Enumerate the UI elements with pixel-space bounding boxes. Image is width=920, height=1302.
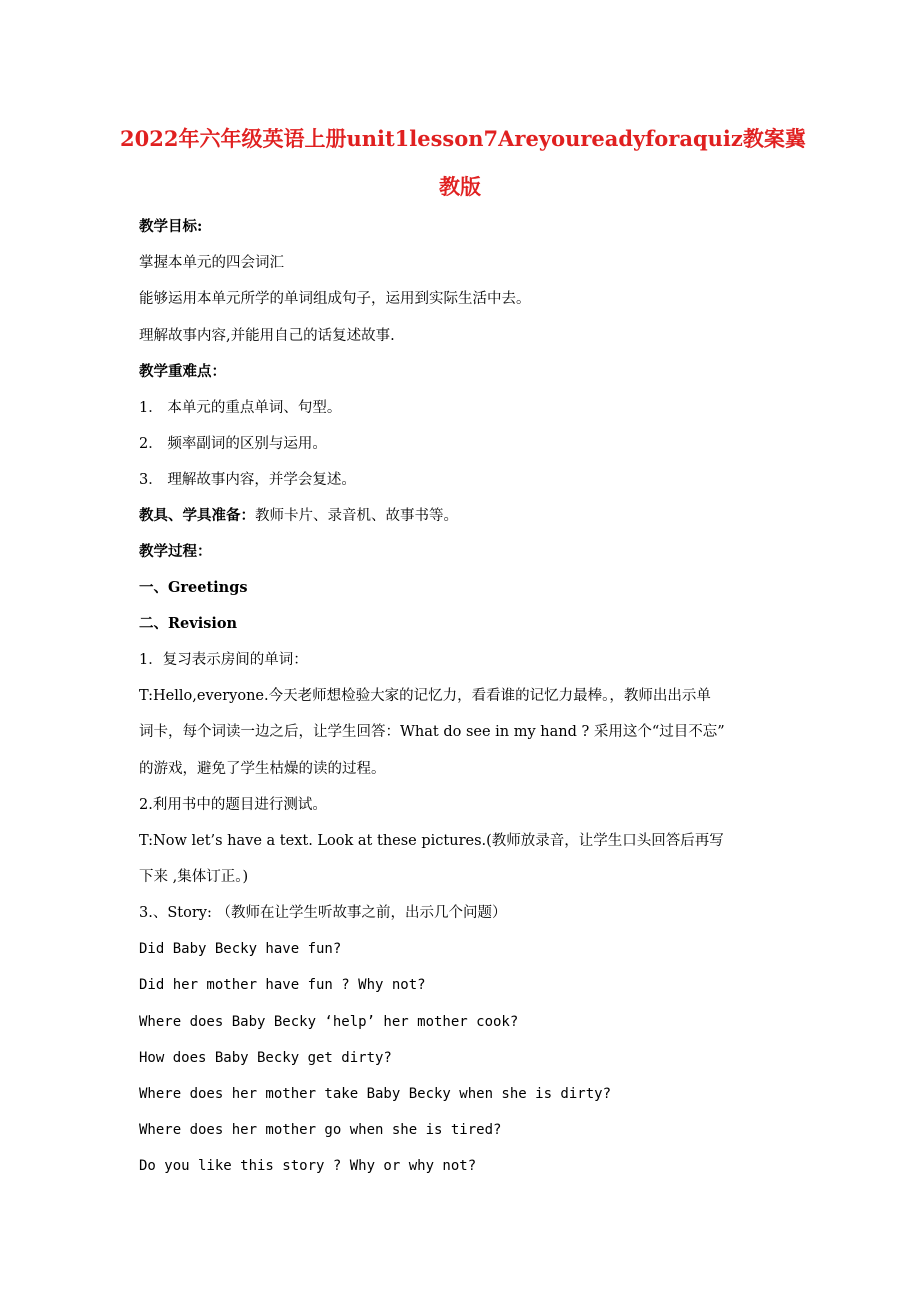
goal-item: 掌握本单元的四会词汇 [139,255,284,271]
test-paragraph-line-1: T:Now let’s have a text. Look at these pictures.(教师放录音，让学生口头回答后再写 [139,833,724,849]
key-point-item: 3． 理解故事内容，并学会复述。 [139,472,356,488]
story-question: Do you like this story ? Why or why not? [139,1158,477,1174]
key-point-item: 1． 本单元的重点单词、句型。 [139,400,342,416]
document-title-line-1: 2022年六年级英语上册unit1lesson7Areyoureadyforaquiz教案冀 [120,126,806,151]
step-greetings: 一、Greetings [139,579,248,596]
key-point-item: 2． 频率副词的区别与运用。 [139,436,327,452]
story-question: Where does Baby Becky ‘help’ her mother cook? [139,1014,519,1030]
goal-item: 能够运用本单元所学的单词组成句子，运用到实际生活中去。 [139,291,531,307]
materials-text: 教师卡片、录音机、故事书等。 [255,508,458,524]
step-revision: 二、Revision [139,615,238,632]
document-title-line-2: 教版 [439,174,481,199]
story-question: Did Baby Becky have fun? [139,941,342,957]
story-question: How does Baby Becky get dirty? [139,1050,392,1066]
key-points-heading: 教学重难点： [139,363,226,380]
revision-item-2: 2.利用书中的题目进行测试。 [139,797,327,813]
materials-line [139,506,799,526]
story-question: Where does her mother go when she is tired? [139,1122,502,1138]
story-line: 3.、Story: （教师在让学生听故事之前，出示几个问题） [139,905,507,921]
teacher-paragraph-line-1: T:Hello,everyone.今天老师想检验大家的记忆力，看看谁的记忆力最棒。，教师出出示单 [139,688,711,704]
test-paragraph-line-2: 下来 ,集体订正。) [139,869,249,885]
process-heading: 教学过程： [139,543,212,560]
materials-label: 教具、学具准备： [139,507,255,524]
goal-item: 理解故事内容,并能用自己的话复述故事. [139,328,395,344]
teacher-paragraph-line-2: 词卡，每个词读一边之后，让学生回答：What do see in my hand ? 采用这个“过目不忘” [139,724,725,740]
teacher-paragraph-line-3: 的游戏，避免了学生枯燥的读的过程。 [139,761,386,777]
story-question: Where does her mother take Baby Becky when she is dirty? [139,1086,612,1102]
story-question: Did her mother have fun ? Why not? [139,977,426,993]
goals-heading: 教学目标: [139,218,203,235]
revision-item-1: 1．复习表示房间的单词： [139,652,308,668]
